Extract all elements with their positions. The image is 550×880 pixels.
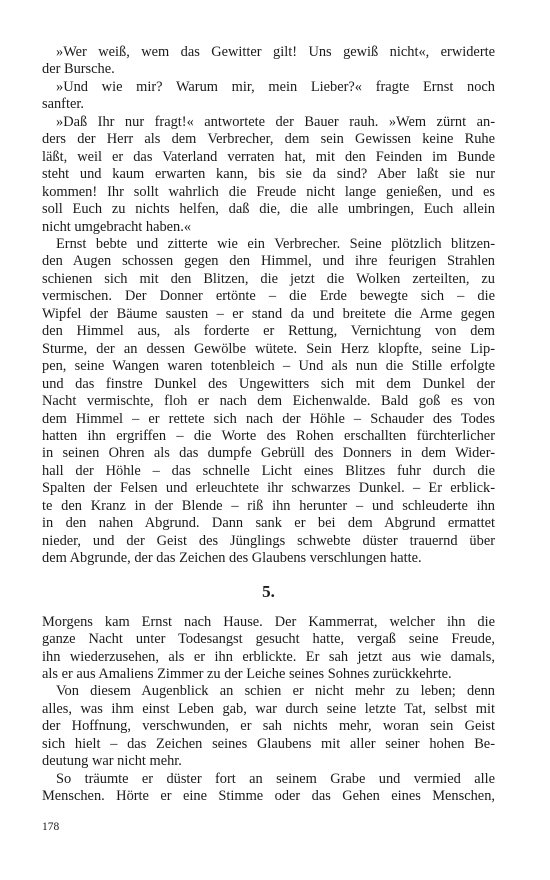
text-line: nieder, und der Geist des Jünglings schwebte düster trauernd über xyxy=(42,532,495,549)
text-line: Menschen. Hörte er eine Stimme oder das Gehen eines Menschen, xyxy=(42,788,495,805)
text-line: den Himmel aus, als forderte er Rettung, Vernichtung von dem xyxy=(42,323,495,340)
page-number: 178 xyxy=(42,821,60,833)
text-line: »Wer weiß, wem das Gewitter gilt! Uns gewiß nicht«, erwiderte xyxy=(56,44,495,60)
text-line: Sturme, der an dessen Gewölbe wütete. Sein Herz klopfte, seine Lip- xyxy=(42,340,495,357)
text-line: te den Kranz in der Blende – riß ihn herunter – und schleuderte ihn xyxy=(42,497,495,514)
text-line: So träumte er düster fort an seinem Grabe und vermied alle xyxy=(56,770,495,787)
text-line: den Augen schossen gegen den Himmel, und ihre feurigen Strahlen xyxy=(42,253,495,270)
text-line: ders der Herr als dem Verbrecher, dem sein Gewissen keine Ruhe xyxy=(42,131,495,148)
text-line: hall der Höhle – das schnelle Licht eines Blitzes fuhr durch die xyxy=(42,462,495,479)
text-line: soll Euch zu nichts helfen, daß die, die alle umbringen, Euch allein xyxy=(42,201,495,218)
text-line: der Hoffnung, verschwunden, er sah nichts mehr, woran sein Geist xyxy=(42,718,495,735)
text-line: »Und wie mir? Warum mir, mein Lieber?« fragte Ernst noch xyxy=(56,78,495,95)
text-line: Nacht vermischte, floh er nach dem Eichenwalde. Bald goß es von xyxy=(42,393,495,410)
text-line: dem Himmel – er rettete sich nach der Höhle – Schauder des Todes xyxy=(42,410,495,427)
text-block-before xyxy=(42,44,495,568)
text-line: sanfter. xyxy=(42,96,84,113)
chapter-heading: 5. xyxy=(262,581,275,601)
text-line: steht und kaum erwarten kann, bis sie da sind? Aber laßt sie nur xyxy=(42,166,495,183)
text-line: der Bursche. xyxy=(42,61,115,78)
text-line: dem Abgrunde, der das Zeichen des Glaubens verschlungen hatte. xyxy=(42,550,422,567)
text-line: Ernst bebte und zitterte wie ein Verbrecher. Seine plötzlich blitzen- xyxy=(56,235,495,252)
text-line: als er aus Amaliens Zimmer zu der Leiche seines Sohnes zurückkehrte. xyxy=(42,665,452,682)
text-line: deutung war nicht mehr. xyxy=(42,753,182,770)
text-line: ganze Nacht unter Todesangst gesucht hatte, vergaß seine Freude, xyxy=(42,631,495,648)
book-page xyxy=(42,44,495,806)
text-line: sich hielt – das Zeichen seines Glaubens mit aller seiner hohen Be- xyxy=(42,735,495,752)
text-line: schienen sich mit den Blitzen, die jetzt die Wolken zerteilten, zu xyxy=(42,270,495,287)
text-block-after xyxy=(42,614,495,806)
text-line: vermischen. Der Donner ertönte – die Erde bewegte sich – die xyxy=(42,288,495,305)
text-line: »Daß Ihr nur fragt!« antwortete der Bauer rauh. »Wem zürnt an- xyxy=(56,113,495,130)
text-line: Von diesem Augenblick an schien er nicht mehr zu leben; denn xyxy=(56,683,495,700)
text-line: Morgens kam Ernst nach Hause. Der Kammerrat, welcher ihn die xyxy=(42,613,495,630)
text-line: pen, seine Wangen waren totenbleich – Und als nun die Stille erfolgte xyxy=(42,358,495,375)
text-line: alles, was ihm einst Leben gab, war durch seine letzte Tat, selbst mit xyxy=(42,700,495,717)
text-line: kommen! Ihr sollt wahrlich die Freude nicht lange genießen, und es xyxy=(42,183,495,200)
text-line: hatten ihn ergriffen – die Worte des Rohen erschallten fürchterlicher xyxy=(42,427,495,444)
text-line: Spalten der Felsen und erleuchtete ihr schwarzes Dunkel. – Er erblick- xyxy=(42,480,495,497)
text-line: nicht umgebracht haben.« xyxy=(42,218,192,235)
text-line: ihn wiederzusehen, als er ihn erblickte. Er sah jetzt aus wie damals, xyxy=(42,648,495,665)
text-line: in den nahen Abgrund. Dann sank er bei dem Abgrund ermattet xyxy=(42,515,495,532)
text-line: und das finstre Dunkel des Ungewitters sich mit dem Dunkel der xyxy=(42,375,495,392)
text-line: Wipfel der Bäume sausten – er stand da und breitete die Arme gegen xyxy=(42,305,495,322)
text-line: läßt, weil er das Vaterland verraten hat, mit den Feinden im Bunde xyxy=(42,148,495,165)
text-line: in seinen Ohren als das dumpfe Gebrüll des Donners in dem Wider- xyxy=(42,445,495,462)
